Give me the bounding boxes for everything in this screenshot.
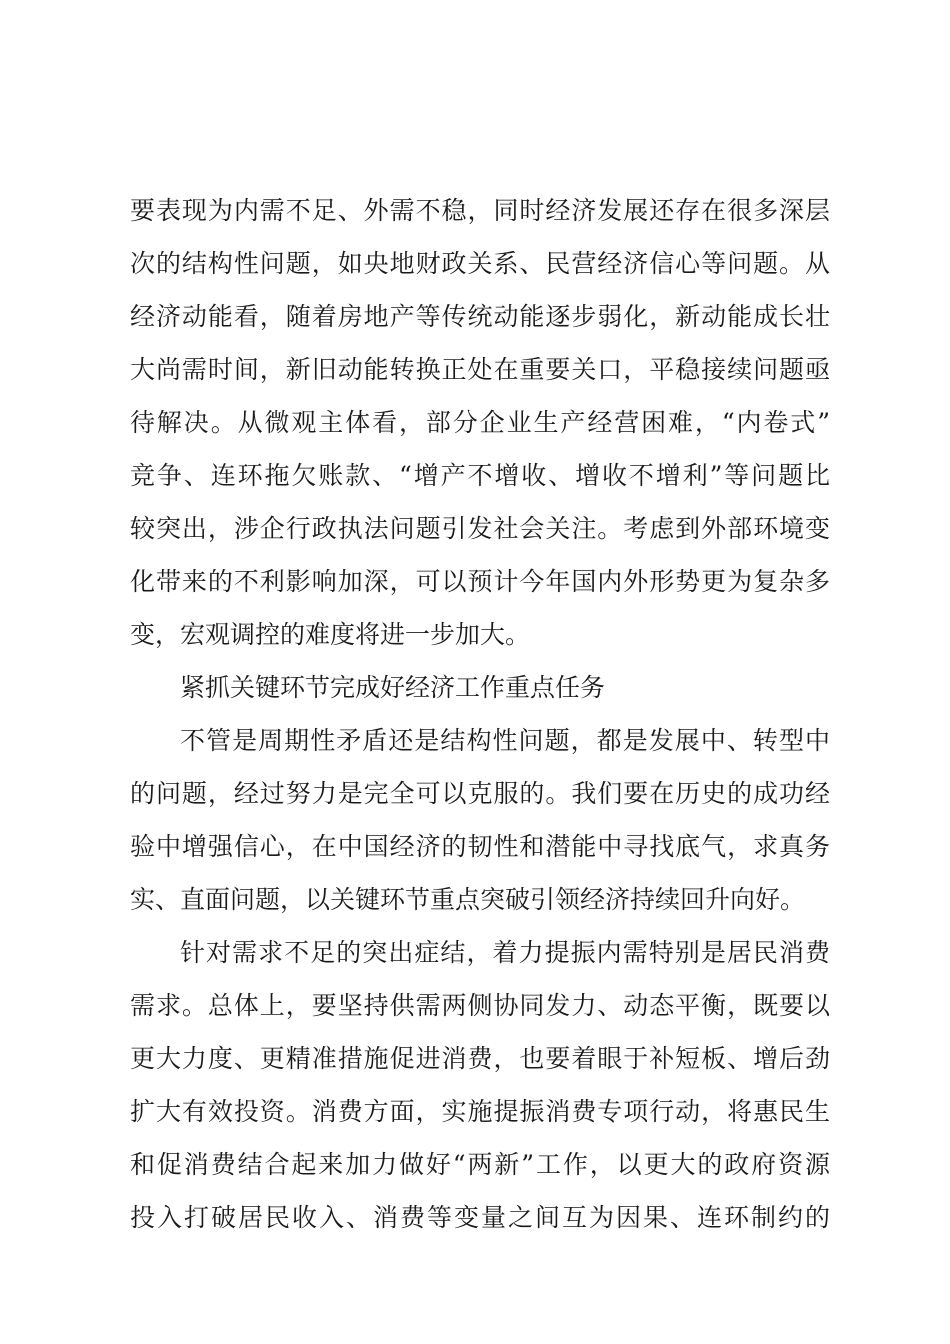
text-line: 扩大有效投资。消费方面，实施提振消费专项行动，将惠民生 xyxy=(130,1097,830,1126)
text-line: 针对需求不足的突出症结，着力提振内需特别是居民消费 xyxy=(180,938,830,967)
text-line: 实、直面问题，以关键环节重点突破引领经济持续回升向好。 xyxy=(130,885,806,914)
paragraph-1 xyxy=(130,184,830,661)
section-heading-block xyxy=(130,661,830,714)
document-body xyxy=(130,184,830,1244)
text-line: 经济动能看，随着房地产等传统动能逐步弱化，新动能成长壮 xyxy=(130,302,830,331)
text-line: 化带来的不利影响加深，可以预计今年国内外形势更为复杂多 xyxy=(130,567,830,596)
text-line: 不管是周期性矛盾还是结构性问题，都是发展中、转型中 xyxy=(180,726,830,755)
text-line: 的问题，经过努力是完全可以克服的。我们要在历史的成功经 xyxy=(130,779,830,808)
text-line: 投入打破居民收入、消费等变量之间互为因果、连环制约的 xyxy=(130,1203,830,1232)
text-line: 验中增强信心，在中国经济的韧性和潜能中寻找底气，求真务 xyxy=(130,832,830,861)
text-line: 需求。总体上，要坚持供需两侧协同发力、动态平衡，既要以 xyxy=(130,991,830,1020)
text-line: 大尚需时间，新旧动能转换正处在重要关口，平稳接续问题亟 xyxy=(130,355,830,384)
text-line: 更大力度、更精准措施促进消费，也要着眼于补短板、增后劲 xyxy=(130,1044,830,1073)
text-line: 待解决。从微观主体看，部分企业生产经营困难，“内卷式” xyxy=(130,408,830,437)
text-line: 较突出，涉企行政执法问题引发社会关注。考虑到外部环境变 xyxy=(130,514,830,543)
text-line: 次的结构性问题，如央地财政关系、民营经济信心等问题。从 xyxy=(130,249,830,278)
text-line: 要表现为内需不足、外需不稳，同时经济发展还存在很多深层 xyxy=(130,196,830,225)
paragraph-2 xyxy=(130,714,830,926)
section-heading: 紧抓关键环节完成好经济工作重点任务 xyxy=(180,673,606,702)
text-line: 竞争、连环拖欠账款、“增产不增收、增收不增利”等问题比 xyxy=(130,461,830,490)
paragraph-3 xyxy=(130,926,830,1244)
text-line: 变，宏观调控的难度将进一步加大。 xyxy=(130,620,531,649)
text-line: 和促消费结合起来加力做好“两新”工作，以更大的政府资源 xyxy=(130,1150,830,1179)
